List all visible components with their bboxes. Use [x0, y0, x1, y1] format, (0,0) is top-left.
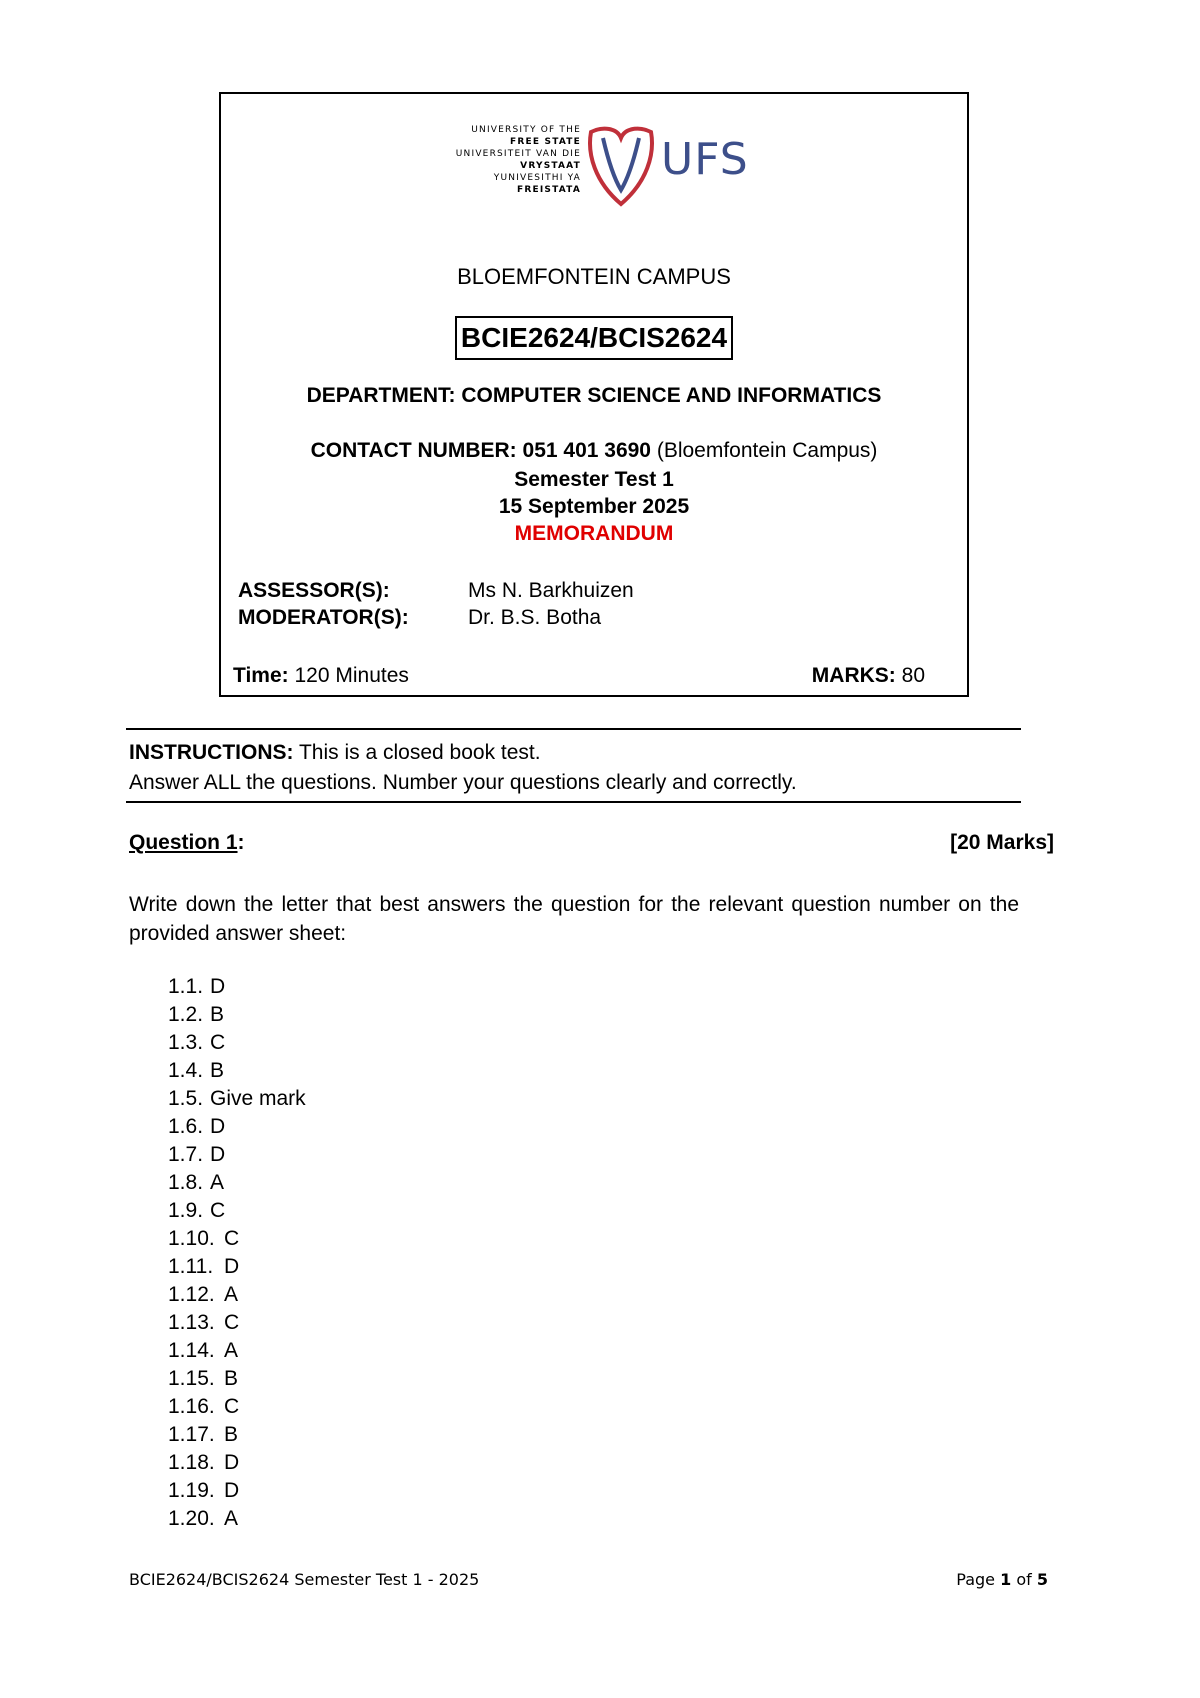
answer-list	[168, 973, 306, 1533]
question-1-marks: [20 Marks]	[950, 831, 1054, 854]
answer-letter: D	[210, 1143, 226, 1166]
list-item	[168, 1085, 306, 1113]
answer-letter: C	[224, 1227, 240, 1250]
list-item	[168, 1421, 306, 1449]
question-1-title: Question 1	[129, 831, 238, 854]
answer-number: 1.6.	[168, 1115, 204, 1138]
marks-label: MARKS:	[811, 664, 896, 687]
answer-letter: A	[224, 1507, 239, 1530]
page-number	[956, 1570, 1048, 1589]
list-item	[168, 1169, 306, 1197]
marks-row	[812, 664, 925, 688]
answer-number: 1.12.	[168, 1283, 215, 1306]
time-row	[233, 664, 409, 688]
instructions-text-1: This is a closed book test.	[298, 741, 541, 764]
list-item	[168, 1057, 306, 1085]
answer-letter: D	[224, 1479, 240, 1502]
page-word: Page	[956, 1570, 996, 1589]
list-item	[168, 973, 306, 1001]
answer-number: 1.1.	[168, 975, 204, 998]
answer-letter: D	[210, 975, 226, 998]
moderator-name: Dr. B.S. Botha	[468, 606, 602, 629]
answer-number: 1.8.	[168, 1171, 204, 1194]
logo-acronym: UFS	[661, 134, 749, 185]
answer-letter: C	[210, 1031, 226, 1054]
instructions-block	[126, 728, 1021, 803]
assessor-row	[238, 579, 634, 603]
cover-box	[219, 92, 969, 697]
test-title: Semester Test 1	[514, 468, 674, 491]
answer-number: 1.17.	[168, 1423, 215, 1446]
page-total: 5	[1036, 1570, 1048, 1589]
answer-number: 1.16.	[168, 1395, 215, 1418]
logo-wordmark	[431, 124, 581, 196]
contact-label: CONTACT NUMBER:	[310, 439, 517, 462]
time-value: 120 Minutes	[294, 664, 409, 687]
answer-letter: A	[224, 1339, 239, 1362]
logo-line: FREISTATA	[517, 185, 581, 195]
logo-line: YUNIVESITHI YA	[493, 173, 581, 183]
list-item	[168, 1253, 306, 1281]
answer-number: 1.15.	[168, 1367, 215, 1390]
list-item	[168, 1477, 306, 1505]
logo-line: FREE STATE	[510, 137, 581, 147]
list-item	[168, 1449, 306, 1477]
answer-number: 1.18.	[168, 1451, 215, 1474]
moderator-row	[238, 606, 602, 630]
answer-letter: B	[210, 1059, 225, 1082]
instructions-line-2: Answer ALL the questions. Number your questions clearly and correctly.	[129, 771, 797, 794]
answer-letter: A	[224, 1283, 239, 1306]
question-1-header	[129, 831, 1054, 855]
test-date: 15 September 2025	[498, 495, 690, 518]
module-code: BCIE2624/BCIS2624	[455, 316, 733, 360]
answer-number: 1.11.	[168, 1255, 214, 1278]
module-code-wrap	[221, 316, 967, 360]
list-item	[168, 1365, 306, 1393]
campus-name: BLOEMFONTEIN CAMPUS	[457, 264, 731, 289]
list-item	[168, 1337, 306, 1365]
answer-letter: Give mark	[210, 1087, 306, 1110]
ufs-shield-icon	[583, 124, 659, 208]
ufs-logo	[431, 124, 771, 214]
list-item	[168, 1197, 306, 1225]
answer-number: 1.20.	[168, 1507, 215, 1530]
list-item	[168, 1029, 306, 1057]
answer-number: 1.4.	[168, 1059, 204, 1082]
answer-letter: C	[224, 1395, 240, 1418]
answer-number: 1.13.	[168, 1311, 215, 1334]
answer-letter: D	[224, 1255, 240, 1278]
logo-line: VRYSTAAT	[520, 161, 581, 171]
answer-letter: B	[210, 1003, 225, 1026]
list-item	[168, 1309, 306, 1337]
contact-line	[221, 439, 967, 463]
answer-letter: D	[210, 1115, 226, 1138]
page-current: 1	[1000, 1570, 1012, 1589]
answer-number: 1.3.	[168, 1031, 204, 1054]
footer-title: BCIE2624/BCIS2624 Semester Test 1 - 2025	[129, 1570, 480, 1589]
list-item	[168, 1281, 306, 1309]
answer-letter: D	[224, 1451, 240, 1474]
answer-number: 1.2.	[168, 1003, 204, 1026]
answer-letter: C	[224, 1311, 240, 1334]
list-item	[168, 1505, 306, 1533]
list-item	[168, 1225, 306, 1253]
answer-letter: B	[224, 1423, 239, 1446]
logo-line: UNIVERSITY OF THE	[471, 125, 581, 135]
question-1-colon: :	[237, 831, 245, 854]
answer-number: 1.9.	[168, 1199, 204, 1222]
marks-value: 80	[901, 664, 925, 687]
of-word: of	[1016, 1570, 1032, 1589]
list-item	[168, 1393, 306, 1421]
list-item	[168, 1141, 306, 1169]
question-1-text: Write down the letter that best answers the question for the relevant question number on the provided answer sheet:	[129, 893, 1019, 945]
list-item	[168, 1113, 306, 1141]
instructions-line-1	[129, 738, 1021, 768]
answer-number: 1.14.	[168, 1339, 215, 1362]
time-label: Time:	[233, 664, 289, 687]
contact-number: 051 401 3690	[522, 439, 651, 462]
assessor-name: Ms N. Barkhuizen	[468, 579, 634, 602]
answer-letter: B	[224, 1367, 239, 1390]
instructions-label: INSTRUCTIONS:	[129, 741, 294, 764]
answer-number: 1.19.	[168, 1479, 215, 1502]
logo-line: UNIVERSITEIT VAN DIE	[455, 149, 581, 159]
answer-letter: A	[210, 1171, 225, 1194]
list-item	[168, 1001, 306, 1029]
answer-letter: C	[210, 1199, 226, 1222]
answer-number: 1.10.	[168, 1227, 215, 1250]
answer-number: 1.7.	[168, 1143, 204, 1166]
moderator-label: MODERATOR(S):	[238, 606, 409, 629]
contact-note: (Bloemfontein Campus)	[656, 439, 878, 462]
assessor-label: ASSESSOR(S):	[238, 579, 390, 602]
memorandum-label: MEMORANDUM	[514, 522, 674, 545]
department: DEPARTMENT: COMPUTER SCIENCE AND INFORMATICS	[306, 384, 882, 407]
answer-number: 1.5.	[168, 1087, 204, 1110]
